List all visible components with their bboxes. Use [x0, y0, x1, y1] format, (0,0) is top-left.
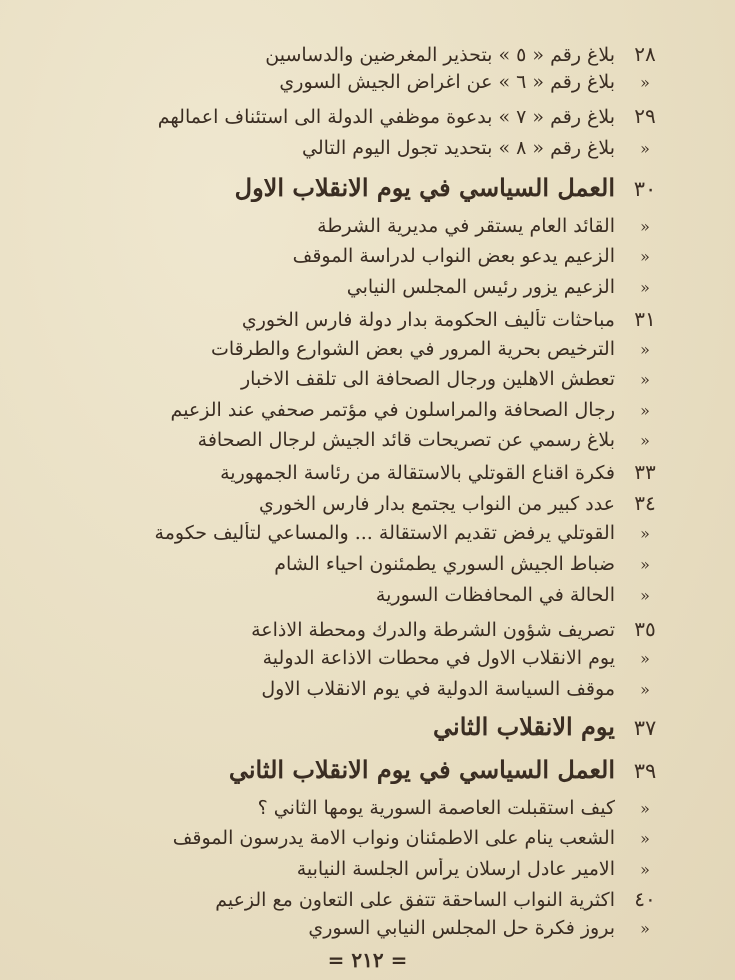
page-footer-number: = ٢١٢ = [327, 948, 408, 972]
toc-entry [60, 491, 675, 515]
toc-section-heading [60, 712, 675, 741]
ditto-mark: « [640, 860, 650, 879]
toc-entry [60, 338, 675, 360]
toc-entry [60, 522, 675, 544]
page-number: ٤٠ [634, 887, 656, 911]
page-number: ٣٥ [634, 617, 656, 641]
ditto-mark: « [640, 431, 650, 450]
toc-entry [60, 647, 675, 669]
entry-title: يوم الانقلاب الاول في محطات الاذاعة الدولية [262, 647, 615, 669]
ditto-mark: « [640, 217, 650, 236]
toc-entry [60, 584, 675, 606]
entry-title: مباحثات تأليف الحكومة بدار دولة فارس الخوري [241, 309, 615, 331]
entry-title: بلاغ رقم « ٦ » عن اغراض الجيش السوري [279, 71, 615, 93]
page-number: ٢٨ [634, 42, 656, 66]
entry-title: فكرة اقناع القوتلي بالاستقالة من رئاسة الجمهورية [220, 462, 615, 484]
entry-title: القوتلي يرفض تقديم الاستقالة ... والمساعي لتأليف حكومة [154, 522, 615, 544]
ditto-mark: « [640, 247, 650, 266]
section-title: يوم الانقلاب الثاني [433, 712, 615, 741]
entry-title: بروز فكرة حل المجلس النيابي السوري [308, 917, 615, 939]
entry-title: اكثرية النواب الساحقة تتفق على التعاون مع الزعيم [215, 889, 615, 911]
ditto-mark: « [640, 524, 650, 543]
ditto-mark: « [640, 799, 650, 818]
entry-title: تصريف شؤون الشرطة والدرك ومحطة الاذاعة [251, 619, 615, 641]
entry-title: القائد العام يستقر في مديرية الشرطة [317, 215, 615, 237]
entry-title: بلاغ رقم « ٧ » بدعوة موظفي الدولة الى استئناف اعمالهم [157, 106, 615, 128]
ditto-mark: « [640, 919, 650, 938]
section-title: العمل السياسي في يوم الانقلاب الثاني [228, 755, 615, 784]
ditto-mark: « [640, 586, 650, 605]
page-number: ٣١ [634, 307, 656, 331]
entry-title: بلاغ رقم « ٥ » بتحذير المغرضين والدساسين [265, 44, 615, 66]
toc-entry [60, 887, 675, 911]
page-number: ٣٣ [634, 460, 656, 484]
toc-entry [60, 276, 675, 298]
ditto-mark: « [640, 401, 650, 420]
ditto-mark: « [640, 555, 650, 574]
entry-title: كيف استقبلت العاصمة السورية يومها الثاني ؟ [257, 797, 615, 819]
toc-entry [60, 307, 675, 331]
ditto-mark: « [640, 139, 650, 158]
entry-title: تعطش الاهلين ورجال الصحافة الى تلقف الاخبار [241, 368, 615, 390]
page-number: ٣٩ [633, 759, 657, 783]
ditto-mark: « [640, 649, 650, 668]
toc-entry [60, 399, 675, 421]
page-number: ٣٤ [634, 491, 656, 515]
ditto-mark: « [640, 278, 650, 297]
toc-entry [60, 917, 675, 939]
entry-title: الحالة في المحافظات السورية [375, 584, 615, 606]
ditto-mark: « [640, 73, 650, 92]
entry-title: الامير عادل ارسلان يرأس الجلسة النيابية [296, 858, 615, 880]
entry-title: الزعيم يزور رئيس المجلس النيابي [346, 276, 615, 298]
ditto-mark: « [640, 340, 650, 359]
toc-entry [60, 858, 675, 880]
section-title: العمل السياسي في يوم الانقلاب الاول [234, 173, 615, 202]
entry-title: بلاغ رقم « ٨ » بتحديد تجول اليوم التالي [302, 137, 615, 159]
toc-entry [60, 137, 675, 159]
entry-title: الزعيم يدعو بعض النواب لدراسة الموقف [292, 245, 615, 267]
toc-section-heading [60, 755, 675, 784]
toc-entry [60, 215, 675, 237]
toc-entry [60, 617, 675, 641]
entry-title: ضباط الجيش السوري يطمئنون احياء الشام [274, 553, 615, 575]
entry-title: بلاغ رسمي عن تصريحات قائد الجيش لرجال الصحافة [197, 429, 615, 451]
page-number: ٢٩ [634, 104, 656, 128]
ditto-mark: « [640, 680, 650, 699]
toc-entry [60, 553, 675, 575]
entry-title: الشعب ينام على الاطمئنان ونواب الامة يدرسون الموقف [172, 827, 615, 849]
entry-title: الترخيص بحرية المرور في بعض الشوارع والطرقات [210, 338, 615, 360]
toc-entry [60, 104, 675, 128]
entry-title: موقف السياسة الدولية في يوم الانقلاب الاول [261, 678, 615, 700]
toc-entry [60, 429, 675, 451]
toc-entry [60, 797, 675, 819]
page-number: ٣٧ [633, 716, 657, 740]
toc-entry [60, 460, 675, 484]
toc-entry [60, 827, 675, 849]
toc-entry [60, 71, 675, 93]
toc-entry [60, 42, 675, 66]
toc-section-heading [60, 173, 675, 202]
toc-entry [60, 368, 675, 390]
ditto-mark: « [640, 370, 650, 389]
page-number: ٣٠ [633, 177, 657, 201]
toc-entry [60, 678, 675, 700]
entry-title: رجال الصحافة والمراسلون في مؤتمر صحفي عند الزعيم [170, 399, 615, 421]
entry-title: عدد كبير من النواب يجتمع بدار فارس الخوري [259, 493, 615, 515]
ditto-mark: « [640, 829, 650, 848]
toc-entry [60, 245, 675, 267]
